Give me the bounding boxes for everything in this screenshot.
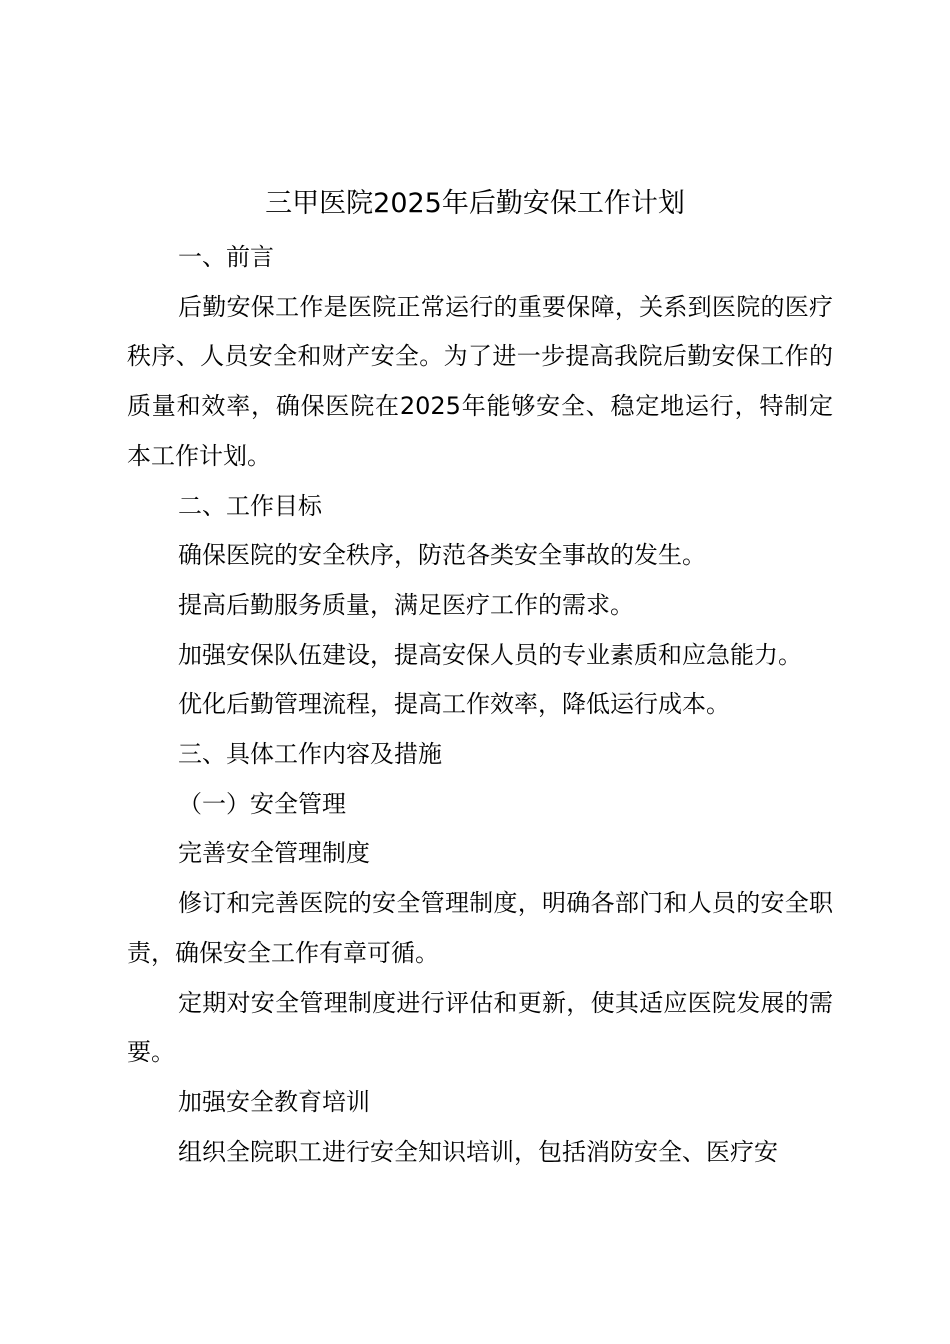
document-body xyxy=(127,233,833,1177)
paragraph-preface: 后勤安保工作是医院正常运行的重要保障，关系到医院的医疗秩序、人员安全和财产安全。为了进一步提高我院后勤安保工作的质量和效率，确保医院在2025年能够安全、稳定地运行，特制定本工作计划。 xyxy=(127,292,833,470)
goal-item: 加强安保队伍建设，提高安保人员的专业素质和应急能力。 xyxy=(178,640,802,669)
goal-item: 提高后勤服务质量，满足医疗工作的需求。 xyxy=(178,590,634,619)
subsection-heading-safety: （一）安全管理 xyxy=(178,789,346,818)
item-heading: 加强安全教育培训 xyxy=(178,1087,370,1116)
document-title: 三甲医院2025年后勤安保工作计划 xyxy=(265,188,685,219)
goal-item: 优化后勤管理流程，提高工作效率，降低运行成本。 xyxy=(178,690,730,719)
section-heading-preface: 一、前言 xyxy=(178,243,274,271)
goal-item: 确保医院的安全秩序，防范各类安全事故的发生。 xyxy=(178,541,706,570)
section-heading-goals: 二、工作目标 xyxy=(178,491,322,520)
paragraph: 组织全院职工进行安全知识培训，包括消防安全、医疗安 xyxy=(178,1137,778,1166)
paragraph: 定期对安全管理制度进行评估和更新，使其适应医院发展的需要。 xyxy=(127,988,833,1067)
section-heading-measures: 三、具体工作内容及措施 xyxy=(178,740,442,769)
paragraph: 修订和完善医院的安全管理制度，明确各部门和人员的安全职责，确保安全工作有章可循。 xyxy=(127,889,833,967)
item-heading: 完善安全管理制度 xyxy=(178,839,370,868)
